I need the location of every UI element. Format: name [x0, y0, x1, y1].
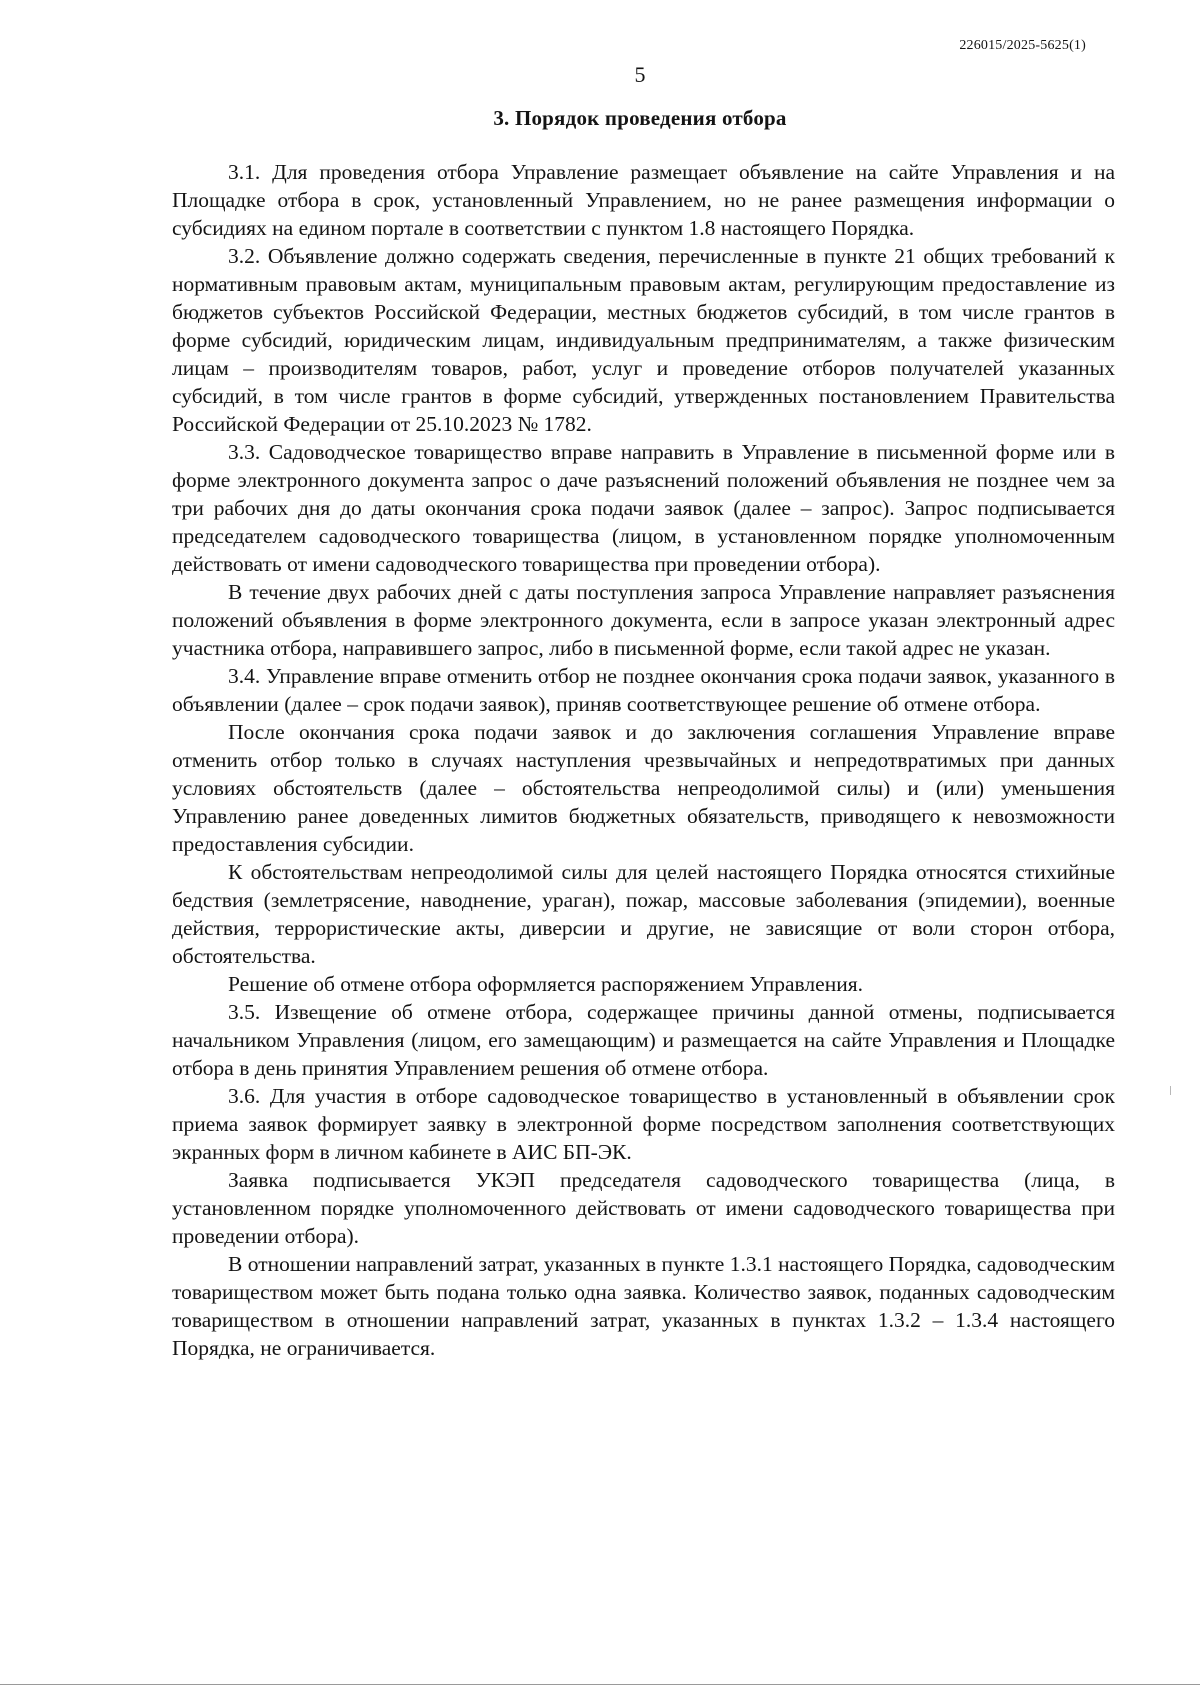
scan-edge-line — [0, 1684, 1200, 1685]
paragraph-3-6: 3.6. Для участия в отборе садоводческое товарищество в установленный в объявлении срок приема заявок формирует заявку в электронной форме посредством заполнения соответствующих экранных форм в личном кабинете в АИС БП-ЭК. — [172, 1084, 1115, 1164]
paragraph-3-2: 3.2. Объявление должно содержать сведения, перечисленные в пункте 21 общих требований к нормативным правовым актам, муниципальным правовым актам, регулирующим предоставление из бюджетов субъектов Российской Федерации, местных бюджетов субсидий, в том числе грантов в форме субсидий, юридическим лицам, индивидуальным предпринимателям, а также физическим лицам – производителям товаров, работ, услуг и проведение отборов получателей указанных субсидий, в том числе грантов в форме субсидий, утвержденных постановлением Правительства Российской Федерации от 25.10.2023 № 1782. — [172, 244, 1115, 436]
paragraph-3-1: 3.1. Для проведения отбора Управление размещает объявление на сайте Управления и на Площадке отбора в срок, установленный Управлением, но не ранее размещения информации о субсидиях на едином портале в соответствии с пунктом 1.8 настоящего Порядка. — [172, 160, 1115, 240]
paragraph-3-3-reply: В течение двух рабочих дней с даты поступления запроса Управление направляет разъяснения положений объявления в форме электронного документа, если в запросе указан электронный адрес участника отбора, направившего запрос, либо в письменной форме, если такой адрес не указан. — [172, 580, 1115, 660]
paragraph-3-6-signature: Заявка подписывается УКЭП председателя садоводческого товарищества (лица, в установленном порядке уполномоченного действовать от имени садоводческого товарищества при проведении отбора). — [172, 1168, 1115, 1248]
section-title: 3. Порядок проведения отбора — [493, 106, 787, 130]
paragraph-3-4-cancellation: После окончания срока подачи заявок и до заключения соглашения Управление вправе отменить отбор только в случаях наступления чрезвычайных и непредотвратимых при данных условиях обстоятельств (далее – обстоятельства непреодолимой силы) и (или) уменьшения Управлению ранее доведенных лимитов бюджетных обязательств, приводящего к невозможности предоставления субсидии. — [172, 720, 1115, 856]
paragraph-3-6-limits: В отношении направлений затрат, указанных в пункте 1.3.1 настоящего Порядка, садоводческим товариществом может быть подана только одна заявка. Количество заявок, поданных садоводческим товариществом в отношении направлений затрат, указанных в пунктах 1.3.2 – 1.3.4 настоящего Порядка, не ограничивается. — [172, 1252, 1115, 1360]
paragraph-3-3: 3.3. Садоводческое товарищество вправе направить в Управление в письменной форме или в форме электронного документа запрос о даче разъяснений положений объявления не позднее чем за три рабочих дня до даты окончания срока подачи заявок (далее – запрос). Запрос подписывается председателем садоводческого товарищества (лицом, в установленном порядке уполномоченным действовать от имени садоводческого товарищества при проведении отбора). — [172, 440, 1115, 576]
paragraph-3-5: 3.5. Извещение об отмене отбора, содержащее причины данной отмены, подписывается начальником Управления (лицом, его замещающим) и размещается на сайте Управления и Площадке отбора в день принятия Управлением решения об отмене отбора. — [172, 1000, 1115, 1080]
document-registration-number: 226015/2025-5625(1) — [959, 38, 1086, 53]
paragraph-3-4-decision: Решение об отмене отбора оформляется распоряжением Управления. — [228, 972, 863, 996]
page-number: 5 — [634, 62, 646, 87]
document-body — [172, 158, 1115, 1362]
paragraph-3-4: 3.4. Управление вправе отменить отбор не позднее окончания срока подачи заявок, указанного в объявлении (далее – срок подачи заявок), приняв соответствующее решение об отмене отбора. — [172, 664, 1115, 716]
paragraph-3-4-force-majeure: К обстоятельствам непреодолимой силы для целей настоящего Порядка относятся стихийные бедствия (землетрясение, наводнение, ураган), пожар, массовые заболевания (эпидемии), военные действия, террористические акты, диверсии и другие, не зависящие от воли сторон отбора, обстоятельства. — [172, 860, 1115, 968]
scan-artifact-mark — [1170, 1086, 1171, 1095]
